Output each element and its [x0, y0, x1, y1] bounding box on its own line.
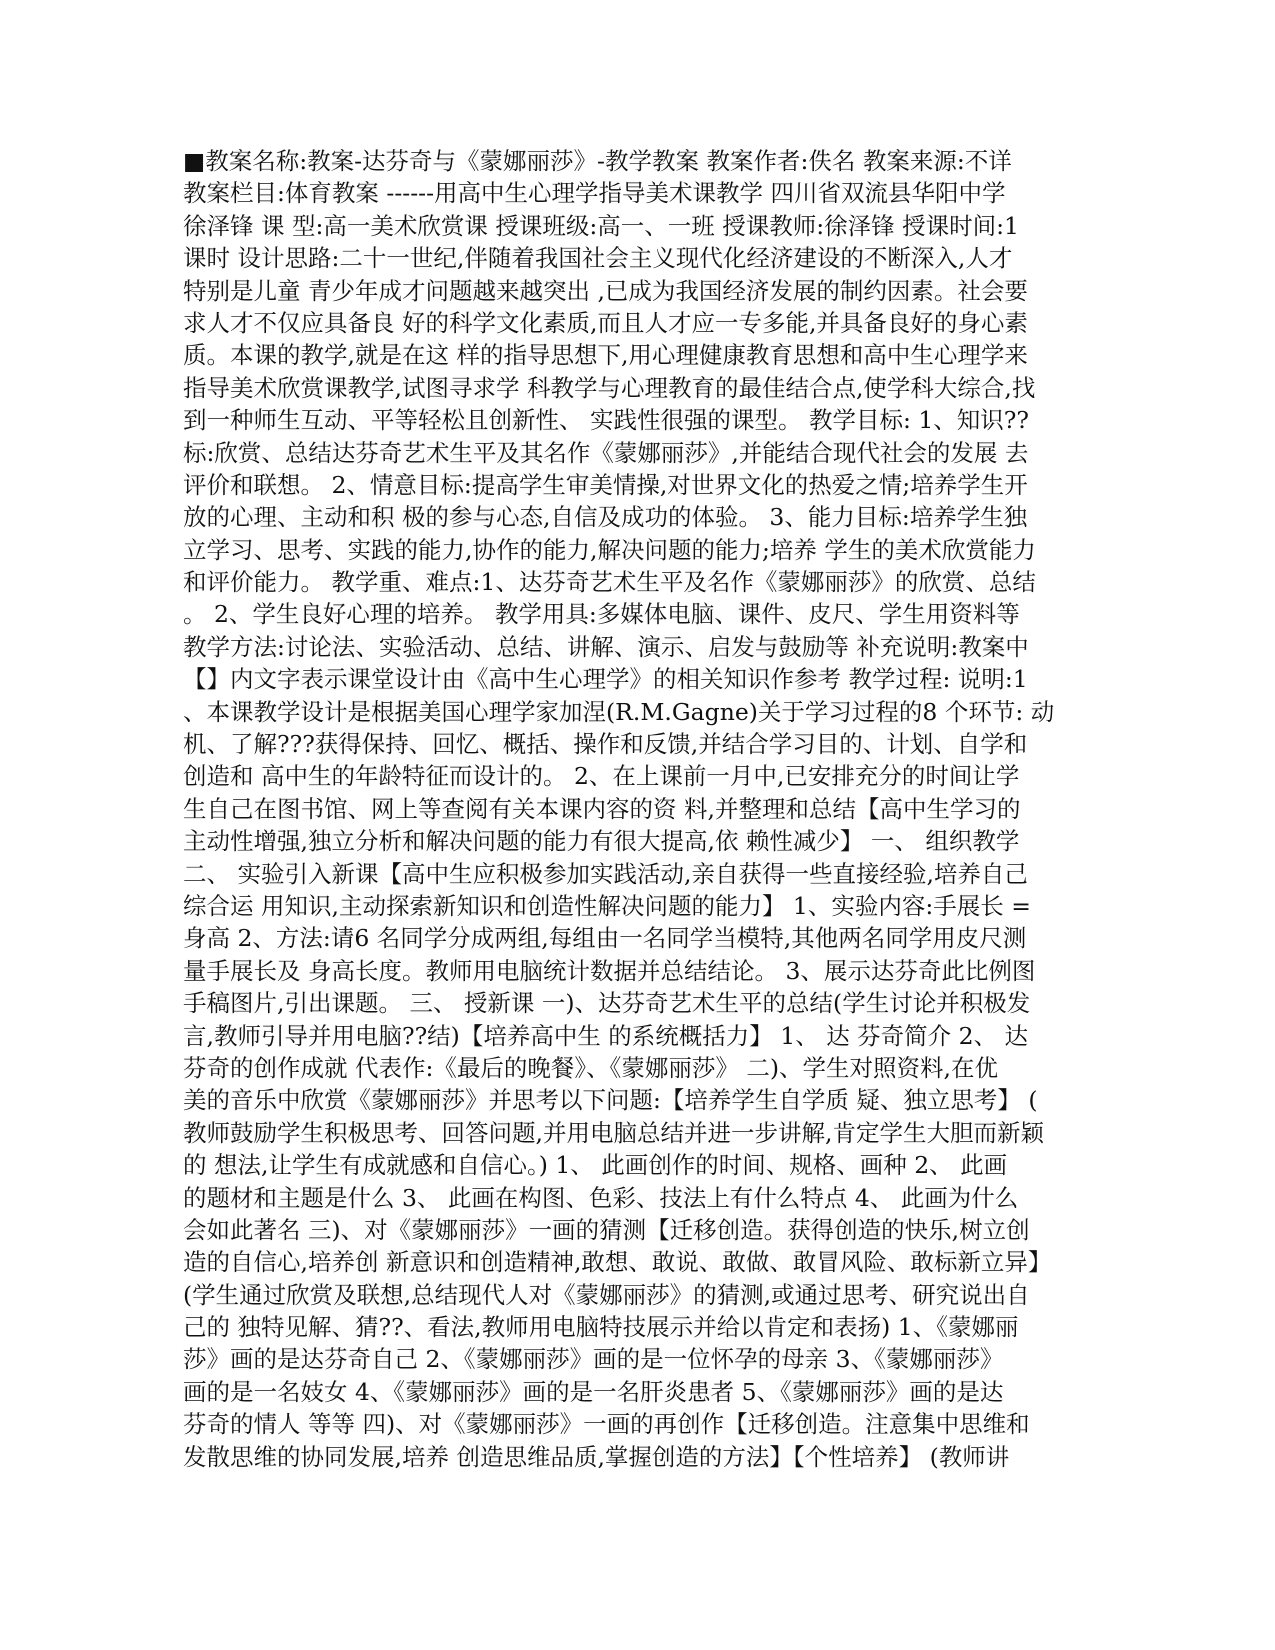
- text-line: 机、了解???获得保持、回忆、概括、操作和反馈,并结合学习目的、计划、自学和: [183, 730, 1028, 759]
- text-line: 求人才不仅应具备良 好的科学文化素质,而且人才应一专多能,并具备良好的身心素: [183, 308, 1028, 337]
- text-line: 的 想法,让学生有成就感和自信心。) 1、 此画创作的时间、规格、画种 2、 此画: [183, 1151, 1008, 1180]
- text-line: 。 2、学生良好心理的培养。 教学用具:多媒体电脑、课件、皮尺、学生用资料等: [183, 600, 1020, 629]
- text-line: 美的音乐中欣赏《蒙娜丽莎》并思考以下问题:【培养学生自学质 疑、独立思考】 (: [183, 1086, 1038, 1115]
- text-line: 芬奇的创作成就 代表作:《最后的晚餐》、《蒙娜丽莎》 二)、学生对照资料,在优: [183, 1053, 998, 1082]
- text-line: ■教案名称:教案-达芬奇与《蒙娜丽莎》-教学教案 教案作者:佚名 教案来源:不详: [183, 147, 1012, 175]
- text-line: 放的心理、主动和积 极的参与心态,自信及成功的体验。 3、能力目标:培养学生独: [183, 503, 1028, 532]
- text-line: 、本课教学设计是根据美国心理学家加涅(R.M.Gagne)关于学习过程的8 个环节: 动: [183, 697, 1055, 726]
- text-line: 言,教师引导并用电脑??结)【培养高中生 的系统概括力】 1、 达 芬奇简介 2、 达: [183, 1021, 1029, 1050]
- text-line: 的题材和主题是什么 3、 此画在构图、色彩、技法上有什么特点 4、 此画为什么: [183, 1183, 1019, 1212]
- text-line: 主动性增强,独立分析和解决问题的能力有很大提高,依 赖性减少】 一、 组织教学: [183, 827, 1020, 856]
- text-line: 特别是儿童 青少年成才问题越来越突出 ,已成为我国经济发展的制约因素。社会要: [183, 276, 1028, 305]
- text-line: 芬奇的情人 等等 四)、对《蒙娜丽莎》一画的再创作【迁移创造。注意集中思维和: [183, 1410, 1030, 1439]
- text-line: 二、 实验引入新课【高中生应积极参加实践活动,亲自获得一些直接经验,培养自己: [183, 859, 1028, 888]
- text-line: 教师鼓励学生积极思考、回答问题,并用电脑总结并进一步讲解,肯定学生大胆而新颖: [183, 1118, 1044, 1147]
- text-line: 标:欣赏、总结达芬奇艺术生平及其名作《蒙娜丽莎》,并能结合现代社会的发展 去: [183, 438, 1029, 467]
- text-line: 量手展长及 身高长度。教师用电脑统计数据并总结结论。 3、展示达芬奇此比例图: [183, 956, 1036, 985]
- text-line: 莎》画的是达芬奇自己 2、《蒙娜丽莎》画的是一位怀孕的母亲 3、《蒙娜丽莎》: [183, 1345, 1004, 1374]
- text-line: 生自己在图书馆、网上等查阅有关本课内容的资 料,并整理和总结【高中生学习的: [183, 794, 1021, 823]
- document-body: [183, 145, 1063, 1473]
- text-line: 创造和 高中生的年龄特征而设计的。 2、在上课前一月中,已安排充分的时间让学: [183, 762, 1020, 791]
- text-line: 己的 独特见解、猜??、看法,教师用电脑特技展示并给以肯定和表扬) 1、《蒙娜丽: [183, 1313, 1019, 1342]
- text-line: 教学方法:讨论法、实验活动、总结、讲解、演示、启发与鼓励等 补充说明:教案中: [183, 632, 1029, 661]
- text-line: 综合运 用知识,主动探索新知识和创造性解决问题的能力】 1、实验内容:手展长 =: [183, 891, 1031, 920]
- text-line: 立学习、思考、实践的能力,协作的能力,解决问题的能力;培养 学生的美术欣赏能力: [183, 535, 1036, 564]
- text-line: 手稿图片,引出课题。 三、 授新课 一)、达芬奇艺术生平的总结(学生讨论并积极发: [183, 989, 1031, 1018]
- text-line: 教案栏目:体育教案 ------用高中生心理学指导美术课教学 四川省双流县华阳中学: [183, 179, 1006, 208]
- text-line: 发散思维的协同发展,培养 创造思维品质,掌握创造的方法】【个性培养】 (教师讲: [183, 1442, 1010, 1471]
- text-line: 造的自信心,培养创 新意识和创造精神,敢想、敢说、敢做、敢冒风险、敢标新立异】: [183, 1248, 1052, 1277]
- text-line: 身高 2、方法:请6 名同学分成两组,每组由一名同学当模特,其他两名同学用皮尺测: [183, 924, 1027, 953]
- text-line: 和评价能力。 教学重、难点:1、达芬奇艺术生平及名作《蒙娜丽莎》的欣赏、总结: [183, 568, 1036, 597]
- text-line: 质。本课的教学,就是在这 样的指导思想下,用心理健康教育思想和高中生心理学来: [183, 341, 1028, 370]
- text-line: 课时 设计思路:二十一世纪,伴随着我国社会主义现代化经济建设的不断深入,人才: [183, 244, 1013, 273]
- text-line: 徐泽锋 课 型:高一美术欣赏课 授课班级:高一、一班 授课教师:徐泽锋 授课时间:1: [183, 211, 1019, 240]
- text-line: 到一种师生互动、平等轻松且创新性、 实践性很强的课型。 教学目标: 1、知识??: [183, 406, 1029, 435]
- text-line: 会如此著名 三)、对《蒙娜丽莎》一画的猜测【迁移创造。获得创造的快乐,树立创: [183, 1215, 1030, 1244]
- text-line: 评价和联想。 2、情意目标:提高学生审美情操,对世界文化的热爱之情;培养学生开: [183, 470, 1028, 499]
- text-line: 画的是一名妓女 4、《蒙娜丽莎》画的是一名肝炎患者 5、《蒙娜丽莎》画的是达: [183, 1377, 1004, 1406]
- text-line: 【】内文字表示课堂设计由《高中生心理学》的相关知识作参考 教学过程: 说明:1: [183, 665, 1028, 694]
- text-line: 指导美术欣赏课教学,试图寻求学 科教学与心理教育的最佳结合点,使学科大综合,找: [183, 373, 1036, 402]
- text-line: (学生通过欣赏及联想,总结现代人对《蒙娜丽莎》的猜测,或通过思考、研究说出自: [183, 1280, 1030, 1309]
